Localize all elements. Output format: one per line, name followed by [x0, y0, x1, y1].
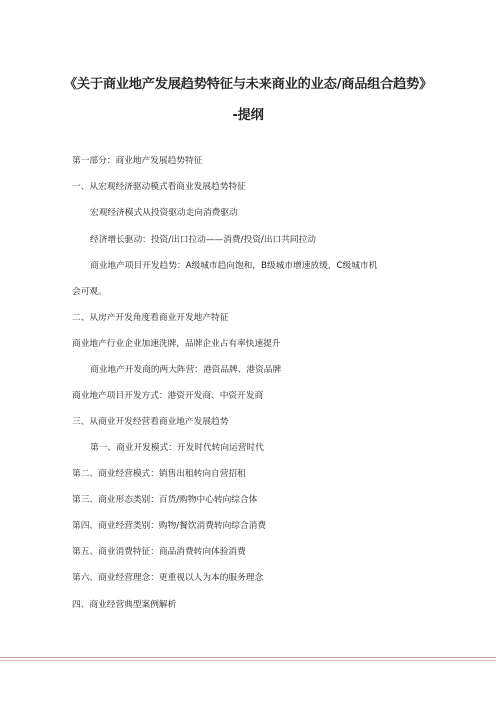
document-title: 《关于商业地产发展趋势特征与未来商业的业态/商品组合趋势》: [63, 77, 433, 92]
body-line-macro-mode: 宏观经济模式从投资驱动走向消费驱动: [90, 208, 238, 218]
list-item-third: 第三、商业形态类别：百货/购物中心转向综合体: [72, 495, 258, 505]
list-item-fourth: 第四、商业经营类别：购物/餐饮消费转向综合消费: [72, 521, 267, 531]
document-subtitle: -提纲: [232, 108, 264, 123]
body-line-industry-reshuffle: 商业地产行业企业加速洗牌，品牌企业占有率快速提升: [72, 339, 281, 349]
section-heading-three: 三、从商业开发经营看商业地产发展趋势: [72, 417, 229, 427]
body-line-project-trend: 商业地产项目开发趋势：A级城市趋向饱和，B级城市增速放缓，C级城市机: [90, 261, 378, 271]
body-line-growth-driver: 经济增长驱动：投资/出口拉动——消费/投资/出口共同拉动: [90, 235, 316, 245]
list-item-sixth: 第六、商业经营理念：更重视以人为本的服务理念: [72, 573, 264, 583]
section-heading-four: 四、商业经营典型案例解析: [72, 600, 177, 610]
section-heading-part-one: 第一部分：商业地产发展趋势特征: [72, 156, 203, 166]
section-heading-two: 二、从房产开发角度看商业开发地产特征: [72, 313, 229, 323]
footer-divider-secondary: [0, 660, 496, 661]
list-item-fifth: 第五、商业消费特征：商品消费转向体验消费: [72, 547, 246, 557]
body-line-developer-camps: 商业地产开发商的两大阵营：港资品牌、港资品牌: [90, 365, 282, 375]
footer-divider: [0, 657, 496, 658]
section-heading-one: 一、从宏观经济驱动模式看商业发展趋势特征: [72, 182, 246, 192]
list-item-second: 第二、商业经营模式：销售出租转向自营招租: [72, 469, 246, 479]
body-line-development-method: 商业地产项目开发方式：港资开发商、中资开发商: [72, 391, 264, 401]
list-item-first: 第一、商业开发模式：开发时代转向运营时代: [90, 443, 264, 453]
body-line-project-trend-cont: 会可观。: [72, 287, 107, 297]
